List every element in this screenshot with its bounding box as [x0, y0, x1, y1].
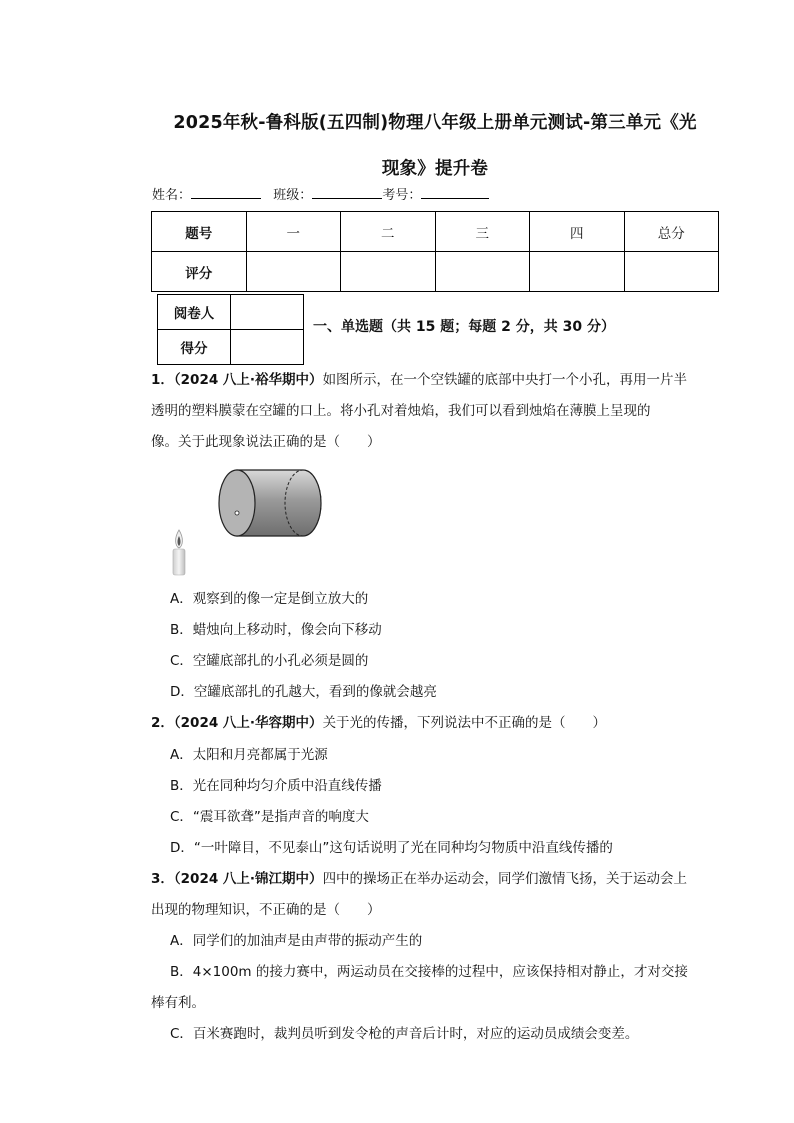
score-table-header-row — [152, 212, 719, 252]
question-source: （2024 八上·裕华期中） — [173, 372, 323, 388]
class-label: 班级： — [273, 188, 313, 203]
question-text: 像。关于此现象说法正确的是（ ） — [151, 434, 381, 450]
score-input-cell[interactable] — [341, 252, 436, 292]
score-cell: 四 — [530, 212, 625, 252]
question-1 — [151, 365, 721, 458]
score-cell: 三 — [435, 212, 530, 252]
question-number: 2． — [151, 715, 174, 731]
name-blank[interactable] — [191, 184, 261, 199]
option-b[interactable]: B．蜡烛向上移动时，像会向下移动 — [170, 622, 382, 638]
score-label-cell: 评分 — [152, 252, 247, 292]
candle-icon — [173, 530, 185, 575]
option-a[interactable]: A．观察到的像一定是倒立放大的 — [170, 591, 369, 607]
option-d[interactable]: D．“一叶障目，不见泰山”这句话说明了光在同种均匀物质中沿直线传播的 — [170, 840, 613, 856]
grader-table — [157, 294, 304, 365]
question-number: 3． — [151, 871, 174, 887]
score-cell: 二 — [341, 212, 436, 252]
question-source: （2024 八上·华容期中） — [173, 715, 323, 731]
score-input-cell[interactable] — [530, 252, 625, 292]
title-line-1: 2025年秋-鲁科版(五四制)物理八年级上册单元测试-第三单元《光 — [173, 113, 697, 133]
question-text: 透明的塑料膜蒙在空罐的口上。将小孔对着烛焰，我们可以看到烛焰在薄膜上呈现的 — [151, 403, 651, 419]
exam-no-blank[interactable] — [421, 184, 489, 199]
points-label: 得分 — [158, 330, 231, 365]
title-line-2: 现象》提升卷 — [381, 159, 489, 179]
option-c[interactable]: C．百米赛跑时，裁判员听到发令枪的声音后计时，对应的运动员成绩会变差。 — [170, 1026, 639, 1042]
question-number: 1． — [151, 372, 174, 388]
option-b-continued: 棒有利。 — [151, 995, 205, 1011]
score-table-value-row — [152, 252, 719, 292]
option-c[interactable]: C．“震耳欲聋”是指声音的响度大 — [170, 809, 369, 825]
score-table — [151, 211, 719, 292]
question-source: （2024 八上·锦江期中） — [173, 871, 323, 887]
points-input-cell[interactable] — [231, 330, 304, 365]
grader-input-cell[interactable] — [231, 295, 304, 330]
student-info — [152, 184, 489, 207]
question-text: 如图所示，在一个空铁罐的底部中央打一个小孔，再用一片半 — [322, 372, 688, 388]
option-b[interactable]: B．光在同种均匀介质中沿直线传播 — [170, 778, 382, 794]
grader-label: 阅卷人 — [158, 295, 231, 330]
score-cell: 题号 — [152, 212, 247, 252]
option-a[interactable]: A．同学们的加油声是由声带的振动产生的 — [170, 933, 423, 949]
score-input-cell[interactable] — [435, 252, 530, 292]
question-text: 四中的操场正在举办运动会，同学们激情飞扬，关于运动会上 — [322, 871, 688, 887]
section-heading: 一、单选题（共 15 题；每题 2 分，共 30 分） — [313, 319, 615, 335]
option-a[interactable]: A．太阳和月亮都属于光源 — [170, 747, 328, 763]
name-label: 姓名： — [152, 188, 192, 203]
score-cell: 一 — [246, 212, 341, 252]
score-input-cell[interactable] — [246, 252, 341, 292]
option-d[interactable]: D．空罐底部扎的孔越大，看到的像就会越亮 — [170, 684, 437, 700]
tin-can-icon — [219, 470, 321, 536]
exam-no-label: 考号： — [382, 188, 422, 203]
class-blank[interactable] — [312, 184, 382, 199]
question-text: 关于光的传播，下列说法中不正确的是（ ） — [322, 715, 607, 731]
option-b[interactable]: B．4×100m 的接力赛中，两运动员在交接棒的过程中，应该保持相对静止，才对交接 — [170, 964, 688, 980]
document-title — [150, 100, 720, 192]
option-c[interactable]: C．空罐底部扎的小孔必须是圆的 — [170, 653, 369, 669]
score-input-cell[interactable] — [624, 252, 719, 292]
score-cell: 总分 — [624, 212, 719, 252]
pinhole-camera-figure — [165, 462, 335, 580]
question-3 — [151, 864, 721, 926]
question-2 — [151, 708, 721, 739]
question-text: 出现的物理知识，不正确的是（ ） — [151, 902, 381, 918]
